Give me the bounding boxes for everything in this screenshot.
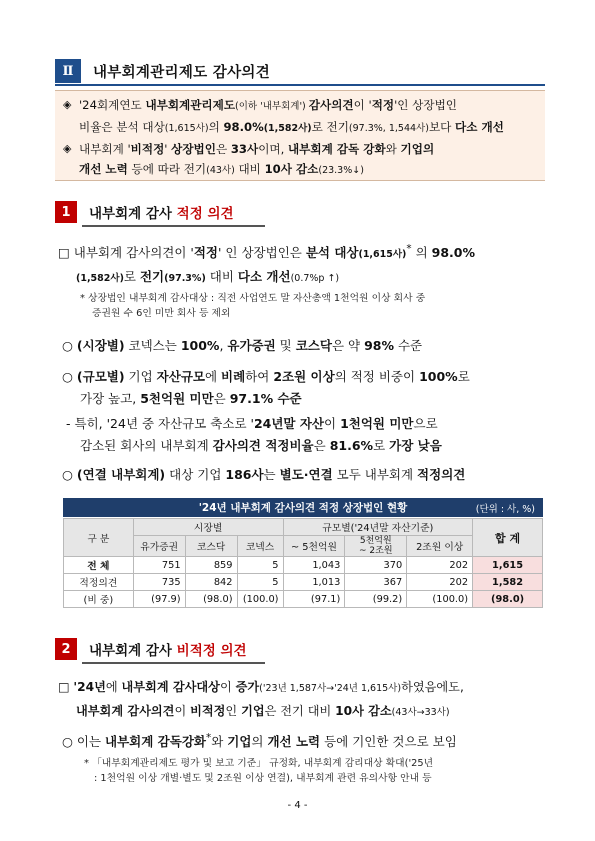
text: 비적정 xyxy=(190,704,226,718)
text: 등에 따라 전기 xyxy=(127,162,207,176)
text: * 상장법인 내부회계 감사대상 : 직전 사업연도 말 자산총액 1천억원 이상 회사 중 xyxy=(80,293,426,304)
text: 유가증권 xyxy=(227,338,276,353)
text: 별도·연결 xyxy=(279,467,333,482)
section-title: 내부회계관리제도 감사의견 xyxy=(93,64,271,81)
subsection-title xyxy=(89,639,247,659)
text: 1천억원 미만 xyxy=(340,416,414,431)
table-cell: 751 xyxy=(133,557,185,574)
table-cell: 5 xyxy=(237,574,283,591)
data-table xyxy=(63,518,543,608)
text: 적정 xyxy=(193,245,219,261)
text: 98.0% xyxy=(223,120,264,134)
text: 코넥스는 xyxy=(124,338,181,353)
paragraph-1 xyxy=(58,238,548,290)
text: (1,582사) xyxy=(263,123,312,134)
subsection-title xyxy=(89,202,234,222)
text: 대상 기업 xyxy=(165,467,226,482)
text: 다소 개선 xyxy=(237,269,291,285)
text: 5천억원 xyxy=(359,536,392,546)
text: (규모별) xyxy=(76,369,125,384)
text: 상장법인 xyxy=(171,142,216,156)
text: 내부회계 감독강화 xyxy=(105,734,206,750)
footnote-2 xyxy=(84,756,554,786)
table-total-cell: (98.0) xyxy=(473,591,543,608)
circle-bullet-icon: ○ xyxy=(62,369,73,384)
text: (43사) xyxy=(206,165,235,176)
table-cell: 370 xyxy=(345,557,407,574)
table-cell: (100.0) xyxy=(237,591,283,608)
subsection-number: 1 xyxy=(55,201,77,223)
circle-bullet-icon: ○ xyxy=(62,734,73,750)
text: 하여 xyxy=(245,369,274,384)
text: 에 xyxy=(204,369,222,384)
text: 수준 xyxy=(394,338,423,353)
table-total-cell: 1,615 xyxy=(473,557,543,574)
header-col: 유가증권 xyxy=(133,536,185,557)
text: 이 xyxy=(174,704,191,718)
table-cell: 735 xyxy=(133,574,185,591)
text: 의 xyxy=(411,245,432,261)
text: 와 xyxy=(385,142,401,156)
text: 대비 xyxy=(205,269,238,285)
text: 비적정 xyxy=(130,142,165,156)
header-col: 2조원 이상 xyxy=(407,536,473,557)
text: 와 xyxy=(211,734,228,750)
table-cell: 367 xyxy=(345,574,407,591)
section-numeral: Ⅱ xyxy=(55,59,81,83)
text: 이 ' xyxy=(353,98,372,112)
text: 비적정 의견 xyxy=(176,643,247,659)
text: 적정의견 xyxy=(417,467,466,482)
table-cell: 1,013 xyxy=(283,574,345,591)
text: , xyxy=(219,338,228,353)
summary-item-2 xyxy=(63,139,539,181)
subsection-number: 2 xyxy=(55,638,77,660)
header-gubun: 구 분 xyxy=(64,519,134,557)
text: 비율은 분석 대상 xyxy=(79,120,165,134)
paragraph-7 xyxy=(62,727,552,753)
table-subheader-row xyxy=(64,536,543,557)
header-col xyxy=(345,536,407,557)
text: 등에 기인한 것으로 보임 xyxy=(320,734,457,750)
text: 내부회계 감사 xyxy=(89,643,177,659)
table-cell: (98.0) xyxy=(185,591,237,608)
text: 내부회계 감사 xyxy=(89,206,177,222)
diamond-bullet-icon: ◈ xyxy=(63,142,72,155)
text: 특히, '24년 중 자산규모 축소로 ' xyxy=(74,416,254,431)
text: (23.3%↓) xyxy=(318,165,364,176)
table-cell: (100.0) xyxy=(407,591,473,608)
text: 10사 감소 xyxy=(264,162,319,176)
table-row xyxy=(64,591,543,608)
text: (시장별) xyxy=(76,338,125,353)
square-bullet-icon: □ xyxy=(58,245,70,261)
text: 전기 xyxy=(139,269,165,285)
text: 대비 xyxy=(234,162,265,176)
text: 로 xyxy=(123,269,140,285)
text: 기업의 xyxy=(400,142,435,156)
text: 98.0% xyxy=(431,245,476,261)
text: 로 전기 xyxy=(311,120,349,134)
table-row xyxy=(64,557,543,574)
table-cell: (97.1) xyxy=(283,591,345,608)
subsection-underline xyxy=(82,662,265,664)
text: 비례 xyxy=(221,369,246,384)
text: 100% xyxy=(419,369,458,384)
text: 100% xyxy=(180,338,220,353)
square-bullet-icon: □ xyxy=(58,680,70,694)
table-title: '24년 내부회계 감사의견 적정 상장법인 현황 xyxy=(198,502,408,514)
text: 이는 xyxy=(76,734,106,750)
row-label: 전 체 xyxy=(64,557,134,574)
table-cell: (97.9) xyxy=(133,591,185,608)
text: 및 xyxy=(275,338,296,353)
paragraph-6 xyxy=(58,676,553,724)
table-cell: (99.2) xyxy=(345,591,407,608)
text: 로 xyxy=(373,438,390,453)
text: 2조원 이상 xyxy=(273,369,335,384)
dash-bullet: - xyxy=(66,416,71,431)
paragraph-2 xyxy=(62,335,552,357)
text: '인 상장법인 xyxy=(394,98,457,112)
table-header-row xyxy=(64,519,543,536)
text: 이 xyxy=(219,680,236,694)
text: 은 xyxy=(213,391,230,406)
text: '24년 xyxy=(73,680,106,694)
text: 98% xyxy=(364,338,394,353)
text: 로 xyxy=(457,369,470,384)
summary-item-1 xyxy=(63,95,539,139)
header-col: 코넥스 xyxy=(237,536,283,557)
text: 33사 xyxy=(230,142,259,156)
text: (43사→33사) xyxy=(391,707,450,718)
text: 내부회계 감사의견이 ' xyxy=(73,245,194,261)
table-cell: 842 xyxy=(185,574,237,591)
footnote-marker: * xyxy=(406,243,412,255)
text: 개선 노력 xyxy=(267,734,321,750)
text: 감사의견 xyxy=(308,98,354,112)
text: 은 xyxy=(313,438,330,453)
summary-box xyxy=(55,90,545,181)
footnote-marker: * xyxy=(205,732,212,744)
text: 81.6% xyxy=(329,438,374,453)
text: 은 xyxy=(215,142,231,156)
text: 24년말 자산 xyxy=(253,416,325,431)
text: 에 xyxy=(105,680,122,694)
text: 내부회계 감독 강화 xyxy=(287,142,386,156)
text: 186사 xyxy=(225,467,264,482)
footnote-1 xyxy=(80,291,550,321)
table-cell: 1,043 xyxy=(283,557,345,574)
table-cell: 202 xyxy=(407,557,473,574)
paragraph-5 xyxy=(62,464,552,486)
text: 증권원 수 6인 미만 회사 등 제외 xyxy=(92,308,231,319)
text: (이하 '내부회계') xyxy=(235,101,309,112)
text: 기업 xyxy=(227,734,252,750)
text: ('23년 1,587사→'24년 1,615사) xyxy=(259,683,402,694)
header-total: 합 계 xyxy=(473,519,543,557)
text: 으로 xyxy=(413,416,438,431)
text: 내부회계 감사대상 xyxy=(121,680,220,694)
subsection-1-header xyxy=(55,200,234,224)
text: 10사 감소 xyxy=(335,704,392,718)
circle-bullet-icon: ○ xyxy=(62,467,73,482)
text: 적정 의견 xyxy=(176,206,234,222)
text: 하였음에도, xyxy=(401,680,464,694)
text: 는 xyxy=(263,467,280,482)
row-label: 적정의견 xyxy=(64,574,134,591)
table-cell: 202 xyxy=(407,574,473,591)
text: 가장 높고, xyxy=(80,391,141,406)
section-underline xyxy=(55,84,545,86)
text: (97.3%, 1,544사) xyxy=(348,123,429,134)
circle-bullet-icon: ○ xyxy=(62,338,73,353)
text: 내부회계관리제도 xyxy=(145,98,236,112)
text: 다소 개선 xyxy=(455,120,504,134)
table-unit: (단위 : 사, %) xyxy=(475,503,535,515)
text: 개선 노력 xyxy=(79,162,128,176)
text: 의 xyxy=(251,734,268,750)
row-label: (비 중) xyxy=(64,591,134,608)
paragraph-3 xyxy=(62,366,552,410)
text: 내부회계 ' xyxy=(79,142,131,156)
text: 분석 대상 xyxy=(305,245,359,261)
text: (97.3%) xyxy=(164,273,206,285)
page-number: - 4 - xyxy=(287,800,308,811)
text: : 1천억원 이상 개별·별도 및 2조원 이상 연결), 내부회계 관련 유의사항 안내 등 xyxy=(94,773,432,784)
table-cell: 5 xyxy=(237,557,283,574)
text: 적정 xyxy=(371,98,395,112)
text: 보다 xyxy=(428,120,456,134)
text: 가장 낮음 xyxy=(389,438,442,453)
text: 감사의견 적정비율 xyxy=(212,438,314,453)
header-col: 코스닥 xyxy=(185,536,237,557)
text: 자산규모 xyxy=(156,369,205,384)
text: 모두 내부회계 xyxy=(332,467,418,482)
text: 5천억원 미만 xyxy=(140,391,214,406)
text: 기업 xyxy=(124,369,157,384)
text: 증가 xyxy=(235,680,260,694)
section-header xyxy=(55,58,545,84)
header-scale: 규모별('24년말 자산기준) xyxy=(283,519,473,536)
text: (1,615사) xyxy=(358,249,407,261)
text: (연결 내부회계) xyxy=(76,467,166,482)
text: 내부회계 감사의견 xyxy=(76,704,175,718)
text: (1,615사) xyxy=(164,123,209,134)
text: 코스닥 xyxy=(295,338,332,353)
table-caption xyxy=(63,498,543,517)
text: 의 적정 비중이 xyxy=(334,369,420,384)
header-market: 시장별 xyxy=(133,519,283,536)
table-total-cell: 1,582 xyxy=(473,574,543,591)
subsection-2-header xyxy=(55,637,247,661)
text: ' xyxy=(164,142,172,156)
header-col: ~ 5천억원 xyxy=(283,536,345,557)
table-row xyxy=(64,574,543,591)
text: * 「내부회계관리제도 평가 및 보고 기준」 규정화, 내부회계 감리대상 확대('25년 xyxy=(84,758,434,769)
text: 기업 xyxy=(241,704,265,718)
text: 이 xyxy=(324,416,341,431)
text: '24회계연도 xyxy=(79,98,146,112)
diamond-bullet-icon: ◈ xyxy=(63,98,72,111)
table-cell: 859 xyxy=(185,557,237,574)
text: 이며, xyxy=(258,142,288,156)
text: 의 xyxy=(208,120,224,134)
text: 인 xyxy=(225,704,242,718)
text: ~ 2조원 xyxy=(359,546,393,556)
text: 감소된 회사의 내부회계 xyxy=(80,438,213,453)
subsection-underline xyxy=(82,225,265,227)
text: 은 전기 대비 xyxy=(264,704,336,718)
paragraph-4 xyxy=(66,413,556,457)
text: 97.1% 수준 xyxy=(229,391,302,406)
text: (1,582사) xyxy=(76,273,124,285)
text: ' 인 상장법인은 xyxy=(218,245,306,261)
text: (0.7%p ↑) xyxy=(290,273,340,285)
text: 은 약 xyxy=(331,338,365,353)
